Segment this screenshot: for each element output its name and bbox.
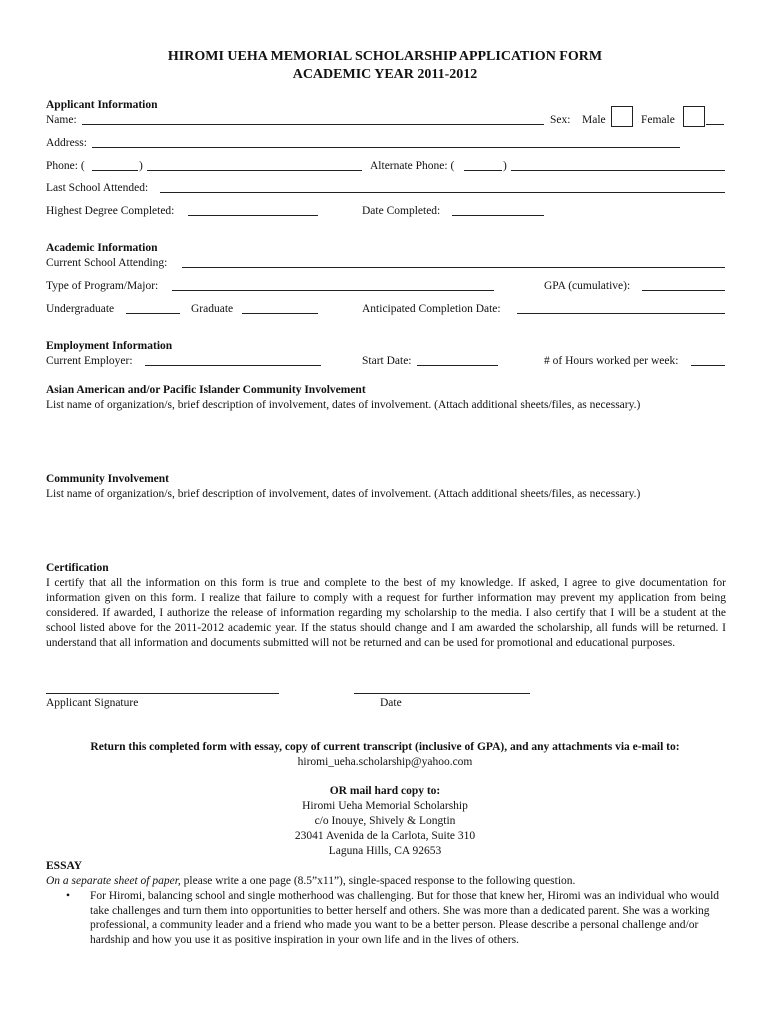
phone-area-code-field[interactable] xyxy=(92,170,138,171)
essay-question-list xyxy=(62,889,722,947)
sex-label: Sex: xyxy=(550,114,571,126)
alt-phone-paren-close: ) xyxy=(503,160,507,172)
female-checkbox[interactable] xyxy=(683,106,705,127)
certification-text: I certify that all the information on this form is true and complete to the best of my knowledge. If asked, I agree to give documentation for information given on this form. I realize that failure to comply with a request for further information may prevent my application from being considered. If awarded, I authorize the release of information regarding my scholarship to the media. I also certify that I will be a student at the school listed above for the 2011-2012 academic year. If the status should change and I am awarded the scholarship, all funds will be returned. I understand that all information and documents submitted will not be returned and can be used for promotional and educational purposes. xyxy=(46,577,726,649)
community-section-title: Community Involvement xyxy=(46,473,169,485)
last-school-field[interactable] xyxy=(160,192,725,193)
essay-question xyxy=(62,889,722,947)
hours-label: # of Hours worked per week: xyxy=(544,355,679,367)
date-completed-label: Date Completed: xyxy=(362,205,441,217)
name-label: Name: xyxy=(46,114,77,126)
gpa-label: GPA (cumulative): xyxy=(544,280,631,292)
mail-address-line1: Hiromi Ueha Memorial Scholarship xyxy=(302,800,468,812)
address-label: Address: xyxy=(46,137,87,149)
graduate-field[interactable] xyxy=(242,313,318,314)
mail-address-line2: c/o Inouye, Shively & Longtin xyxy=(314,815,456,827)
community-response-area[interactable] xyxy=(46,503,726,555)
highest-degree-field[interactable] xyxy=(188,215,318,216)
employment-section-title: Employment Information xyxy=(46,340,173,352)
female-label: Female xyxy=(641,114,675,126)
mail-address-line3: 23041 Avenida de la Carlota, Suite 310 xyxy=(294,830,476,842)
mail-heading: OR mail hard copy to: xyxy=(329,785,441,797)
phone-label: Phone: ( xyxy=(46,160,85,172)
address-field[interactable] xyxy=(92,147,680,148)
essay-question-text: For Hiromi, balancing school and single motherhood was challenging. But for those that knew her, Hiromi was an individual who would take challenges and turn them into opportunities to better herself and others. She was more than a dedicated parent. She was a working professional, a community leader and a friend who made you want to be a better person. Please describe a personal challenge and/or hardship and how you use it as positive inspiration in your own life and in the lives of others. xyxy=(90,890,720,946)
signature-field[interactable] xyxy=(46,693,279,694)
program-field[interactable] xyxy=(172,290,494,291)
male-checkbox[interactable] xyxy=(611,106,633,127)
academic-year-title: ACADEMIC YEAR 2011-2012 xyxy=(292,67,478,82)
aapi-instructions: List name of organization/s, brief description of involvement, dates of involvement. (Attach additional sheets/files, as necessary.) xyxy=(46,399,641,411)
name-field[interactable] xyxy=(82,124,544,125)
current-school-label: Current School Attending: xyxy=(46,257,168,269)
start-date-label: Start Date: xyxy=(362,355,412,367)
completion-date-field[interactable] xyxy=(517,313,725,314)
certification-section-title: Certification xyxy=(46,562,109,574)
highest-degree-label: Highest Degree Completed: xyxy=(46,205,175,217)
program-label: Type of Program/Major: xyxy=(46,280,159,292)
graduate-label: Graduate xyxy=(191,303,234,315)
phone-paren-close: ) xyxy=(139,160,143,172)
return-instructions: Return this completed form with essay, copy of current transcript (inclusive of GPA), and any attachments via e-mail to: xyxy=(90,741,680,753)
alt-phone-label: Alternate Phone: ( xyxy=(370,160,455,172)
essay-section-title: ESSAY xyxy=(46,860,83,872)
undergrad-label: Undergraduate xyxy=(46,303,115,315)
bullet-icon: • xyxy=(66,890,71,902)
return-email-link[interactable]: hiromi_ueha.scholarship@yahoo.com xyxy=(297,756,473,768)
essay-intro-rest: please write a one page (8.5”x11”), single-spaced response to the following question. xyxy=(180,875,576,887)
essay-intro xyxy=(46,874,575,888)
undergrad-field[interactable] xyxy=(126,313,180,314)
male-label: Male xyxy=(582,114,606,126)
signature-date-label: Date xyxy=(380,697,402,709)
alt-phone-number-field[interactable] xyxy=(511,170,725,171)
date-completed-field[interactable] xyxy=(452,215,544,216)
aapi-section-title: Asian American and/or Pacific Islander Community Involvement xyxy=(46,384,366,396)
signature-label: Applicant Signature xyxy=(46,697,139,709)
employer-label: Current Employer: xyxy=(46,355,133,367)
alt-phone-area-code-field[interactable] xyxy=(464,170,502,171)
last-school-label: Last School Attended: xyxy=(46,182,149,194)
academic-section-title: Academic Information xyxy=(46,242,158,254)
employer-field[interactable] xyxy=(145,365,321,366)
community-instructions: List name of organization/s, brief description of involvement, dates of involvement. (Attach additional sheets/files, as necessary.) xyxy=(46,488,641,500)
essay-intro-italic: On a separate sheet of paper, xyxy=(46,875,181,887)
completion-date-label: Anticipated Completion Date: xyxy=(362,303,501,315)
hours-field[interactable] xyxy=(691,365,725,366)
start-date-field[interactable] xyxy=(417,365,498,366)
signature-date-field[interactable] xyxy=(354,693,530,694)
mail-address-line4: Laguna Hills, CA 92653 xyxy=(328,845,442,857)
current-school-field[interactable] xyxy=(182,267,725,268)
form-title: HIROMI UEHA MEMORIAL SCHOLARSHIP APPLICATION FORM xyxy=(167,49,603,64)
aapi-response-area[interactable] xyxy=(46,414,726,466)
female-trail-line xyxy=(706,124,724,125)
applicant-section-title: Applicant Information xyxy=(46,99,158,111)
gpa-field[interactable] xyxy=(642,290,725,291)
phone-number-field[interactable] xyxy=(147,170,362,171)
